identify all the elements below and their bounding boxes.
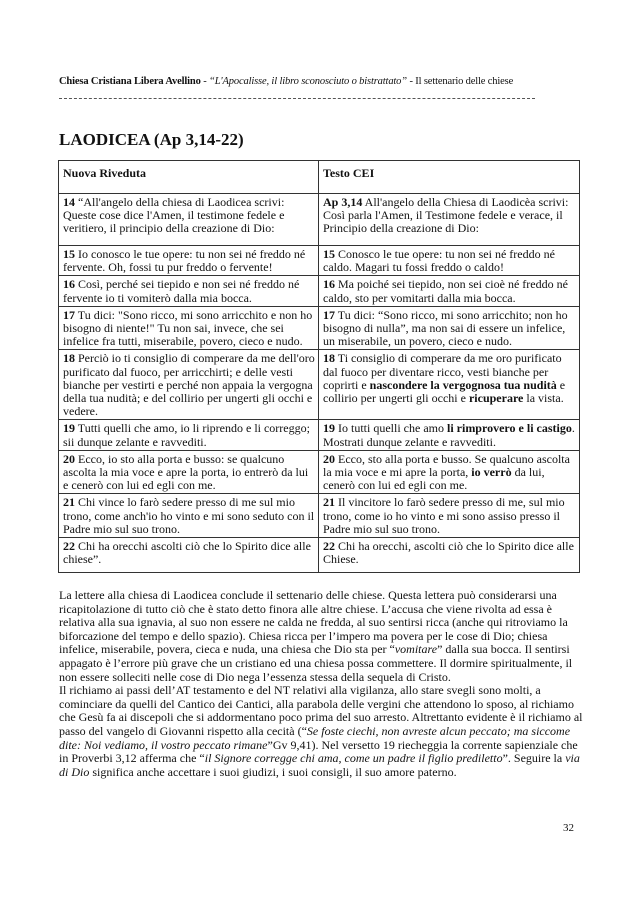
verse-number: 18 [323, 351, 335, 366]
running-header [59, 75, 579, 88]
verse-number: 17 [63, 307, 75, 322]
commentary-paragraph [59, 684, 583, 779]
cell-testo-cei [319, 194, 580, 246]
verse-text: Chi vince lo farò sedere presso di me sul mio trono, come anch'io ho vinto e mi sono seduto con il Padre mio sul suo trono. [63, 495, 315, 536]
italic-quote: Se foste ciechi, non avreste alcun peccato; ma siccome dite: Noi vediamo, il vostro peccato rimane [59, 723, 571, 752]
table-row [59, 494, 580, 538]
page-number: 32 [563, 822, 574, 834]
cell-testo-cei [319, 276, 580, 306]
paragraph-text: ” dalla sua bocca. Il sentirsi appagato è l’errore più grave che un cristiano ed una chiesa possa commettere. Il dormire spiritualmente, il non essere solleciti nelle cose di Dio nega l’essenza stessa della sequela di Cristo. [59, 642, 573, 684]
verse-text: “All'angelo della chiesa di Laodicea scrivi: Queste cose dice l'Amen, il testimone fedele e veritiero, il principio della creazione di Dio: [63, 195, 285, 236]
italic-quote: via di Dio [59, 751, 580, 779]
cell-testo-cei [319, 494, 580, 538]
table-row [59, 276, 580, 306]
table-row [59, 246, 580, 276]
verse-number: 14 [63, 195, 75, 209]
verse-text: Ecco, io sto alla porta e busso: se qualcuno ascolta la mia voce e apre la porta, io entrerò da lui e cenerò con lui ed egli con me. [63, 451, 309, 493]
table-row [59, 450, 580, 494]
paragraph-text: ”Gv 9,41). Nel versetto 19 riecheggia la corrente sapienziale che in Proverbi 3,12 afferma che “ [59, 737, 578, 766]
verse-number: 16 [323, 277, 335, 292]
cell-nuova-riveduta [59, 306, 319, 350]
emphasized-text: li rimprovero e li castigo [446, 421, 572, 436]
cell-nuova-riveduta [59, 246, 319, 276]
table-row [59, 420, 580, 450]
table-header-row [59, 161, 580, 194]
cell-nuova-riveduta [59, 194, 319, 246]
verse-text: da lui, cenerò con lui ed egli con me. [323, 465, 545, 493]
cell-nuova-riveduta [59, 450, 319, 494]
verse-text: Ti consiglio di comperare da me oro purificato dal fuoco per diventare ricco, vesti bianche per coprirti e [323, 351, 562, 392]
header-separator: - [200, 76, 210, 87]
emphasized-text: io verrò [471, 465, 512, 480]
verse-number: 19 [63, 421, 75, 436]
verse-text: . Mostrati dunque zelante e ravvediti. [323, 421, 575, 449]
verse-text: e collirio per ungerti gli occhi e [323, 377, 566, 406]
verse-number: 16 [63, 277, 75, 292]
verse-number: 21 [63, 495, 75, 510]
verse-number: Ap 3,14 [323, 195, 363, 209]
paragraph-text: Il richiamo ai passi dell’AT testamento e del NT relativi alla vigilanza, allo stare svegli sono molti, a cominciare da quelli del Cantico dei Cantici, alla parabola delle vergini che attendono lo sposo, al richiamo che Gesù fa ai discepoli che si addormentano poco prima del suo arresto. Altrettanto evidente è il richiamo al passo del vangelo di Giovanni rispetto alla cecità (“ [59, 683, 583, 738]
cell-nuova-riveduta [59, 420, 319, 450]
verse-text: Io conosco le tue opere: tu non sei né freddo né fervente. Oh, fossi tu pur freddo o fervente! [63, 247, 306, 275]
verse-number: 19 [323, 421, 335, 436]
verse-number: 21 [323, 495, 335, 510]
verse-number: 20 [323, 451, 335, 466]
italic-quote: vomitare [394, 642, 438, 657]
paragraph-text: ”. Seguire la [502, 751, 566, 766]
table-row [59, 194, 580, 246]
verse-number: 22 [63, 539, 75, 554]
comparison-table [58, 160, 580, 573]
cell-testo-cei [319, 538, 580, 573]
table-row [59, 306, 580, 350]
verse-number: 15 [63, 247, 75, 261]
verse-text: Io tutti quelli che amo [335, 421, 447, 436]
verse-text: Il vincitore lo farò sedere presso di me, sul mio trono, come io ho vinto e mi sono assiso presso il Padre mio sul suo trono. [323, 495, 565, 536]
verse-text: Conosco le tue opere: tu non sei né freddo né caldo. Magari tu fossi freddo o caldo! [323, 247, 555, 275]
verse-number: 20 [63, 451, 75, 466]
verse-text: Tutti quelli che amo, io li riprendo e li correggo; sii dunque zelante e ravvediti. [63, 421, 310, 449]
table-row [59, 350, 580, 420]
verse-number: 15 [323, 247, 335, 261]
italic-quote: il Signore corregge chi ama, come un padre il figlio prediletto [204, 751, 503, 766]
verse-text: Chi ha orecchi, ascolti ciò che lo Spirito dice alle Chiese. [323, 539, 574, 567]
emphasized-text: ricuperare [468, 391, 524, 406]
verse-text: Ecco, sto alla porta e busso. Se qualcuno ascolta la mia voce e mi apre la porta, [323, 451, 570, 480]
verse-text: Perciò io ti consiglio di comperare da me dell'oro purificato dal fuoco, per arricchirti; e delle vesti bianche per vestirti e perché non appaia la vergogna della tua nudità; e del collirio per ungerti gli occhi e vedere. [63, 351, 315, 419]
cell-testo-cei [319, 306, 580, 350]
cell-testo-cei [319, 246, 580, 276]
cell-nuova-riveduta [59, 494, 319, 538]
verse-text: la vista. [523, 391, 564, 406]
verse-number: 18 [63, 351, 75, 366]
header-org: Chiesa Cristiana Libera Avellino [59, 76, 201, 87]
commentary-text [59, 589, 583, 779]
header-rule [59, 98, 535, 99]
verse-text: Tu dici: “Sono ricco, mi sono arricchito; non ho bisogno di nulla”, ma non sai di essere un infelice, un miserabile, un povero, cieco e nudo. [323, 307, 568, 349]
table-row [59, 538, 580, 573]
paragraph-text: La lettere alla chiesa di Laodicea conclude il settenario delle chiese. Questa lettera può considerarsi una ricapitolazione di tutto ciò che è stato detto finora alle altre chiese. L’accusa che viene rivolta ad essa è relativa alla sua ignavia, al suo non essere ne calda ne fredda, al suo sentirsi ricca (anche qui ritroviamo la biforcazione del tempo e dello spazio). Chiesa ricca per l’impero ma povera per le cose di Dio; chiesa infelice, miserabile, povera, cieca e nuda, una chiesa che Dio sta per “ [59, 588, 568, 657]
verse-text: All'angelo della Chiesa di Laodicèa scrivi: Così parla l'Amen, il Testimone fedele e verace, il Principio della creazione di Dio: [323, 195, 569, 236]
cell-testo-cei [319, 350, 580, 420]
verse-text: Chi ha orecchi ascolti ciò che lo Spirito dice alle chiese”. [63, 539, 311, 567]
column-header-testo-cei: Testo CEI [319, 161, 580, 194]
verse-text: Così, perché sei tiepido e non sei né freddo né fervente io ti vomiterò dalla mia bocca. [63, 277, 300, 305]
cell-testo-cei [319, 450, 580, 494]
header-book-title: “L'Apocalisse, il libro sconosciuto o bistrattato” [209, 76, 407, 87]
verse-text: Ma poiché sei tiepido, non sei cioè né freddo né caldo, sto per vomitarti dalla mia bocca. [323, 277, 568, 305]
header-separator: - [406, 76, 416, 87]
cell-nuova-riveduta [59, 350, 319, 420]
verse-number: 17 [323, 307, 335, 322]
page-title: LAODICEA (Ap 3,14-22) [59, 130, 244, 149]
cell-nuova-riveduta [59, 276, 319, 306]
column-header-nuova-riveduta: Nuova Riveduta [59, 161, 319, 194]
cell-testo-cei [319, 420, 580, 450]
verse-number: 22 [323, 539, 335, 554]
verse-text: Tu dici: "Sono ricco, mi sono arricchito e non ho bisogno di niente!" Tu non sai, invece, che sei infelice fra tutti, miserabile, povero, cieco e nudo. [63, 307, 313, 349]
header-chapter: Il settenario delle chiese [415, 76, 514, 87]
paragraph-text: significa anche accettare i suoi giudizi, i suoi consigli, il suo amore paterno. [89, 764, 457, 779]
verse-rows [59, 194, 580, 573]
emphasized-text: nascondere la vergognosa tua nudità [369, 377, 557, 392]
cell-nuova-riveduta [59, 538, 319, 573]
commentary-paragraph [59, 589, 583, 684]
